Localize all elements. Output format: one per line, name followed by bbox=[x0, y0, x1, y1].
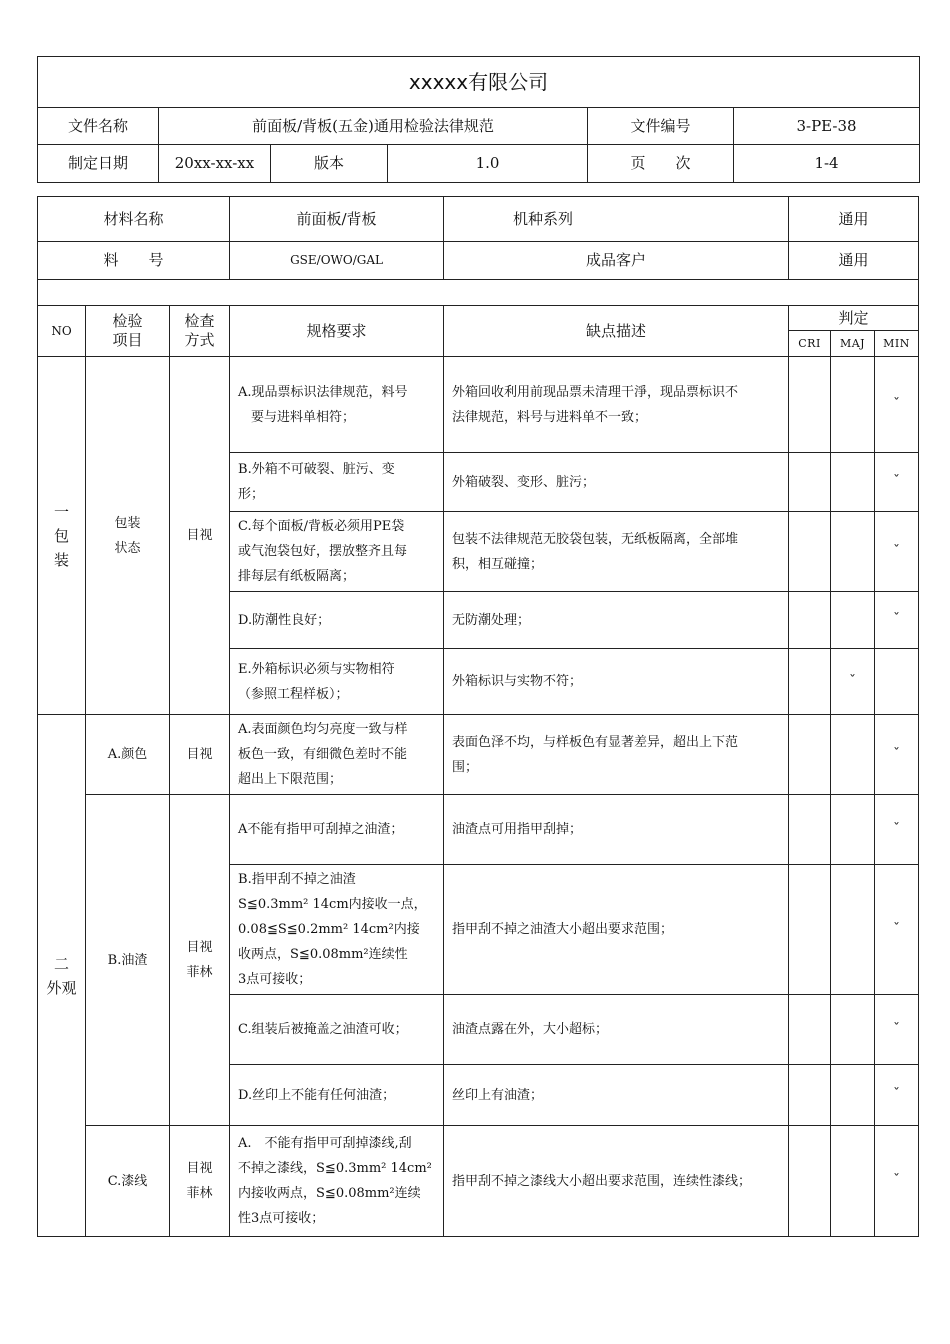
file-no-label: 文件编号 bbox=[588, 108, 734, 145]
spec-requirement: D.防潮性良好； bbox=[230, 592, 444, 649]
judge-maj bbox=[831, 453, 875, 512]
inspection-item: B.油渣 bbox=[86, 795, 170, 1126]
col-method-header: 检查 方式 bbox=[170, 306, 230, 357]
check-mark-icon: ˇ bbox=[893, 920, 901, 937]
judge-cri bbox=[789, 357, 831, 453]
judge-maj bbox=[831, 592, 875, 649]
judge-min bbox=[875, 1126, 919, 1237]
defect-description: 油渣点可用指甲刮掉； bbox=[444, 795, 789, 865]
series-value: 通用 bbox=[789, 197, 919, 242]
defect-description: 外箱标识与实物不符； bbox=[444, 649, 789, 715]
col-judge-header: 判定 bbox=[789, 306, 919, 331]
defect-description: 指甲刮不掉之漆线大小超出要求范围，连续性漆线； bbox=[444, 1126, 789, 1237]
judge-maj bbox=[831, 649, 875, 715]
spec-requirement: A. 不能有指甲可刮掉漆线,刮 不掉之漆线，S≦0.3mm² 14cm² 内接收两点，S≦0.08mm²连续 性3点可接收； bbox=[230, 1126, 444, 1237]
series-label: 机种系列 bbox=[513, 209, 574, 228]
judge-min bbox=[875, 592, 919, 649]
file-name-label: 文件名称 bbox=[38, 108, 159, 145]
judge-maj bbox=[831, 995, 875, 1065]
inspection-table-body bbox=[38, 197, 919, 1237]
page-label: 页 次 bbox=[588, 145, 734, 183]
check-mark-icon: ˇ bbox=[893, 611, 901, 628]
inspection-method: 目视 菲林 bbox=[170, 1126, 230, 1237]
date-label: 制定日期 bbox=[38, 145, 159, 183]
part-no-value: GSE/OWO/GAL bbox=[230, 242, 444, 280]
defect-description: 指甲刮不掉之油渣大小超出要求范围； bbox=[444, 865, 789, 995]
col-maj-header: MAJ bbox=[831, 331, 875, 357]
judge-maj bbox=[831, 1126, 875, 1237]
judge-min bbox=[875, 795, 919, 865]
judge-maj bbox=[831, 865, 875, 995]
file-no-value: 3-PE-38 bbox=[734, 108, 920, 145]
judge-cri bbox=[789, 995, 831, 1065]
inspection-item: C.漆线 bbox=[86, 1126, 170, 1237]
judge-min bbox=[875, 357, 919, 453]
customer-label: 成品客户 bbox=[444, 242, 789, 280]
judge-min bbox=[875, 715, 919, 795]
judge-min bbox=[875, 453, 919, 512]
page-value: 1-4 bbox=[734, 145, 920, 183]
judge-cri bbox=[789, 512, 831, 592]
spec-requirement: B.外箱不可破裂、脏污、变 形； bbox=[230, 453, 444, 512]
defect-description: 无防潮处理； bbox=[444, 592, 789, 649]
spec-requirement: C.每个面板/背板必须用PE袋 或气泡袋包好，摆放整齐且每 排每层有纸板隔离； bbox=[230, 512, 444, 592]
check-mark-icon: ˇ bbox=[893, 745, 901, 762]
spec-requirement: A不能有指甲可刮掉之油渣； bbox=[230, 795, 444, 865]
defect-description: 外箱破裂、变形、脏污； bbox=[444, 453, 789, 512]
date-value: 20xx-xx-xx bbox=[159, 145, 271, 183]
check-mark-icon: ˇ bbox=[849, 672, 857, 689]
inspection-method: 目视 bbox=[170, 357, 230, 715]
judge-cri bbox=[789, 1126, 831, 1237]
col-cri-header: CRI bbox=[789, 331, 831, 357]
material-name-value: 前面板/背板 bbox=[230, 197, 444, 242]
judge-cri bbox=[789, 453, 831, 512]
judge-min bbox=[875, 865, 919, 995]
spec-requirement: C.组装后被掩盖之油渣可收； bbox=[230, 995, 444, 1065]
spec-requirement: A.表面颜色均匀亮度一致与样 板色一致，有细微色差时不能 超出上下限范围； bbox=[230, 715, 444, 795]
spec-requirement: D.丝印上不能有任何油渣； bbox=[230, 1065, 444, 1126]
document-header-table bbox=[37, 56, 920, 183]
section-no: 二 外观 bbox=[38, 715, 86, 1237]
defect-description: 外箱回收利用前现品票未清理干淨，现品票标识不 法律规范，料号与进料单不一致； bbox=[444, 357, 789, 453]
defect-description: 丝印上有油渣； bbox=[444, 1065, 789, 1126]
customer-value: 通用 bbox=[789, 242, 919, 280]
part-no-label: 料 号 bbox=[38, 242, 230, 280]
spec-requirement: A.现品票标识法律规范，料号 要与进料单相符； bbox=[230, 357, 444, 453]
table-row bbox=[38, 357, 919, 453]
table-row bbox=[38, 795, 919, 865]
col-defect-header: 缺点描述 bbox=[444, 306, 789, 357]
material-name-label: 材料名称 bbox=[38, 197, 230, 242]
judge-maj bbox=[831, 795, 875, 865]
company-title: xxxxx有限公司 bbox=[38, 57, 920, 108]
inspection-item: 包装 状态 bbox=[86, 357, 170, 715]
judge-maj bbox=[831, 715, 875, 795]
judge-min bbox=[875, 649, 919, 715]
judge-cri bbox=[789, 649, 831, 715]
spec-requirement: E.外箱标识必须与实物相符 （参照工程样板）； bbox=[230, 649, 444, 715]
table-row bbox=[38, 715, 919, 795]
inspection-method: 目视 菲林 bbox=[170, 795, 230, 1126]
judge-min bbox=[875, 995, 919, 1065]
file-name-value: 前面板/背板(五金)通用检验法律规范 bbox=[159, 108, 588, 145]
check-mark-icon: ˇ bbox=[893, 395, 901, 412]
defect-description: 油渣点露在外，大小超标； bbox=[444, 995, 789, 1065]
check-mark-icon: ˇ bbox=[893, 820, 901, 837]
judge-min bbox=[875, 512, 919, 592]
judge-cri bbox=[789, 795, 831, 865]
col-item-header: 检验 项目 bbox=[86, 306, 170, 357]
inspection-item: A.颜色 bbox=[86, 715, 170, 795]
col-spec-header: 规格要求 bbox=[230, 306, 444, 357]
judge-cri bbox=[789, 715, 831, 795]
check-mark-icon: ˇ bbox=[893, 1172, 901, 1189]
judge-min bbox=[875, 1065, 919, 1126]
check-mark-icon: ˇ bbox=[893, 1086, 901, 1103]
defect-description: 包装不法律规范无胶袋包装，无纸板隔离，全部堆 积，相互碰撞； bbox=[444, 512, 789, 592]
version-value: 1.0 bbox=[388, 145, 588, 183]
spec-requirement: B.指甲刮不掉之油渣 S≦0.3mm² 14cm内接收一点， 0.08≦S≦0.2mm² 14cm²内接 收两点，S≦0.08mm²连续性 3点可接收； bbox=[230, 865, 444, 995]
inspection-method: 目视 bbox=[170, 715, 230, 795]
judge-maj bbox=[831, 1065, 875, 1126]
judge-cri bbox=[789, 1065, 831, 1126]
col-no-header: NO bbox=[38, 306, 86, 357]
judge-maj bbox=[831, 357, 875, 453]
version-label: 版本 bbox=[271, 145, 388, 183]
judge-cri bbox=[789, 865, 831, 995]
col-min-header: MIN bbox=[875, 331, 919, 357]
table-row bbox=[38, 1126, 919, 1237]
judge-maj bbox=[831, 512, 875, 592]
check-mark-icon: ˇ bbox=[893, 1020, 901, 1037]
check-mark-icon: ˇ bbox=[893, 473, 901, 490]
inspection-table bbox=[37, 196, 919, 1237]
judge-cri bbox=[789, 592, 831, 649]
spacer-row bbox=[38, 280, 919, 306]
section-no: 一 包 装 bbox=[38, 357, 86, 715]
defect-description: 表面色泽不均，与样板色有显著差异，超出上下范 围； bbox=[444, 715, 789, 795]
check-mark-icon: ˇ bbox=[893, 542, 901, 559]
